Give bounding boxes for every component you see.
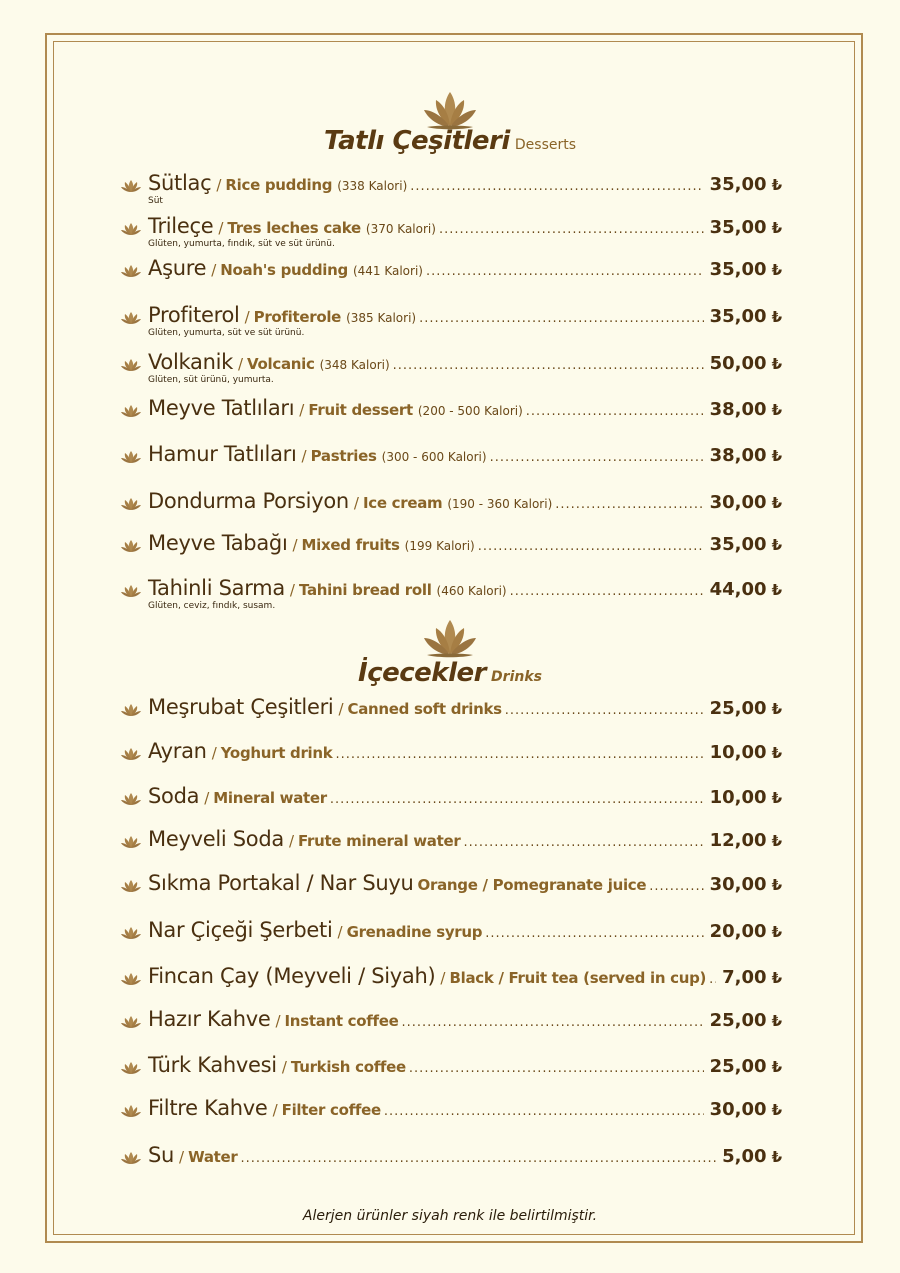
item-price: 12,00 [709,830,767,851]
item-english-name: Fruit dessert [308,401,413,419]
currency-symbol: ₺ [771,261,782,279]
lotus-icon [120,404,142,418]
currency-symbol: ₺ [771,789,782,807]
lotus-icon [419,618,481,658]
item-english-name: Frute mineral water [298,832,461,850]
item-price: 30,00 [709,1099,767,1120]
drinks-title-tr: İçecekler [358,658,486,688]
item-price: 25,00 [709,1056,767,1077]
menu-item [120,1053,782,1083]
item-english-name: Orange / Pomegranate juice [417,876,647,894]
menu-item [120,214,782,249]
currency-symbol: ₺ [771,447,782,465]
item-english-name: Mineral water [213,789,327,807]
item-separator: / [211,261,217,279]
item-english-name: Noah's pudding [220,261,348,279]
dot-leader [330,792,704,807]
item-english-name: Pastries [310,447,377,465]
menu-item-row [148,1143,782,1173]
currency-symbol: ₺ [771,969,782,987]
item-english-name: Turkish coffee [290,1058,406,1076]
item-name: Nar Çiçeği Şerbeti [148,918,333,942]
item-calories: (370 Kalori) [365,222,436,236]
menu-item [120,396,782,426]
item-calories: (460 Kalori) [436,584,507,598]
menu-item-row [148,531,782,561]
item-calories: (348 Kalori) [319,358,390,372]
item-price: 35,00 [709,534,767,555]
item-name: Meyve Tabağı [148,531,288,555]
item-english-name: Rice pudding [225,176,333,194]
item-price: 20,00 [709,921,767,942]
dot-leader [335,747,703,762]
item-english-name: Grenadine syrup [346,923,483,941]
desserts-title-en: Desserts [514,137,577,153]
item-separator: / [299,401,305,419]
allergen-note: Glüten, yumurta, süt ve süt ürünü. [148,328,305,338]
menu-item [120,918,782,948]
menu-item-row [148,827,782,857]
item-name: Soda [148,784,200,808]
item-separator: / [211,744,217,762]
item-calories: (441 Kalori) [352,264,423,278]
menu-item [120,1143,782,1173]
lotus-icon [120,179,142,193]
menu-item [120,827,782,857]
lotus-icon [120,358,142,372]
item-name: Türk Kahvesi [148,1053,277,1077]
menu-item [120,784,782,814]
item-name: Aşure [148,256,207,280]
item-separator: / [237,355,244,373]
item-separator: / [301,447,307,465]
item-separator: / [337,923,343,941]
menu-item-row [148,442,782,472]
lotus-icon [120,1151,142,1165]
currency-symbol: ₺ [771,744,782,762]
currency-symbol: ₺ [771,355,782,373]
item-separator: / [204,789,210,807]
lotus-icon [120,879,142,893]
menu-item [120,576,782,611]
item-name: Fincan Çay (Meyveli / Siyah) [148,964,436,988]
lotus-icon [120,1015,142,1029]
dot-leader [393,358,704,373]
allergen-note: Glüten, ceviz, fındık, susam. [148,601,276,611]
menu-item-row [148,1096,782,1126]
item-name: Hazır Kahve [148,1007,271,1031]
item-english-name: Black / Fruit tea (served in cup) [449,969,707,987]
item-price: 30,00 [709,492,767,513]
lotus-icon [120,792,142,806]
item-english-name: Mixed fruits [301,536,400,554]
allergen-note: Süt [148,196,163,206]
item-english-name: Water [188,1148,238,1166]
currency-symbol: ₺ [771,1101,782,1119]
item-english-name: Volcanic [247,355,315,373]
item-price: 10,00 [709,787,767,808]
item-english-name: Filter coffee [281,1101,381,1119]
dot-leader [439,222,704,237]
dot-leader [490,450,704,465]
item-calories: (200 - 500 Kalori) [417,404,523,418]
item-calories: (385 Kalori) [346,311,417,325]
lotus-icon [120,1061,142,1075]
item-english-name: Yoghurt drink [220,744,333,762]
item-separator: / [272,1101,278,1119]
lotus-icon [120,222,142,236]
item-price: 35,00 [709,259,767,280]
menu-item [120,964,782,994]
menu-item [120,1096,782,1126]
currency-symbol: ₺ [771,1012,782,1030]
lotus-icon [120,450,142,464]
item-name: Meşrubat Çeşitleri [148,695,334,719]
item-calories: (199 Kalori) [404,539,475,553]
menu-item [120,531,782,561]
dot-leader [409,1061,704,1076]
dot-leader [384,1104,704,1119]
menu-item [120,695,782,725]
item-calories: (338 Kalori) [337,179,408,193]
lotus-icon [120,972,142,986]
allergen-footer: Alerjen ürünler siyah renk ile belirtilmiştir. [302,1208,598,1224]
desserts-title-tr: Tatlı Çeşitleri [323,126,510,156]
item-price: 30,00 [709,874,767,895]
item-price: 35,00 [709,306,767,327]
dot-leader [485,926,703,941]
menu-item [120,350,782,385]
item-separator: / [244,308,250,326]
item-calories: (300 - 600 Kalori) [381,450,487,464]
dot-leader [478,539,704,554]
item-price: 38,00 [709,445,767,466]
item-name: Filtre Kahve [148,1096,268,1120]
dot-leader [419,311,704,326]
lotus-icon [120,264,142,278]
menu-item-row [148,489,782,519]
item-name: Volkanik [148,350,233,374]
currency-symbol: ₺ [771,1058,782,1076]
menu-item-row [148,695,782,725]
dot-leader [526,404,704,419]
currency-symbol: ₺ [771,876,782,894]
item-separator: / [275,1012,281,1030]
menu-item-row [148,739,782,769]
item-separator: / [288,832,294,850]
menu-item [120,1007,782,1037]
item-name: Sütlaç [148,171,212,195]
item-name: Hamur Tatlıları [148,442,297,466]
item-english-name: Instant coffee [284,1012,399,1030]
lotus-icon [419,90,481,130]
menu-item [120,739,782,769]
item-name: Profiterol [148,303,240,327]
item-calories: (190 - 360 Kalori) [447,497,553,511]
currency-symbol: ₺ [771,494,782,512]
menu-item-row [148,784,782,814]
currency-symbol: ₺ [771,176,782,194]
item-separator: / [440,969,446,987]
currency-symbol: ₺ [771,581,782,599]
lotus-icon [120,1104,142,1118]
item-price: 25,00 [709,698,767,719]
item-name: Sıkma Portakal / Nar Suyu [148,871,414,895]
item-separator: / [289,581,295,599]
lotus-icon [120,835,142,849]
currency-symbol: ₺ [771,700,782,718]
menu-item-row [148,171,782,201]
currency-symbol: ₺ [771,1148,782,1166]
currency-symbol: ₺ [771,923,782,941]
item-name: Ayran [148,739,207,763]
menu-item [120,256,782,286]
desserts-title [0,126,900,156]
menu-item-row [148,964,782,994]
lotus-icon [120,584,142,598]
lotus-icon [120,311,142,325]
dot-leader [505,703,704,718]
item-name: Meyve Tatlıları [148,396,295,420]
item-separator: / [179,1148,185,1166]
allergen-note: Glüten, süt ürünü, yumurta. [148,375,274,385]
drinks-title-en: Drinks [491,669,542,685]
item-price: 35,00 [709,174,767,195]
item-price: 5,00 [722,1146,767,1167]
dot-leader [709,972,716,987]
item-price: 25,00 [709,1010,767,1031]
item-name: Dondurma Porsiyon [148,489,349,513]
item-name: Trileçe [148,214,214,238]
menu-item-row [148,256,782,286]
item-price: 7,00 [722,967,767,988]
dot-leader [510,584,704,599]
item-name: Meyveli Soda [148,827,284,851]
menu-item-row [148,918,782,948]
item-english-name: Ice cream [362,494,443,512]
item-english-name: Canned soft drinks [347,700,502,718]
item-name: Su [148,1143,175,1167]
currency-symbol: ₺ [771,219,782,237]
item-separator: / [281,1058,287,1076]
item-english-name: Profiterole [253,308,342,326]
lotus-icon [120,703,142,717]
item-english-name: Tahini bread roll [298,581,432,599]
dot-leader [401,1015,703,1030]
item-separator: / [338,700,344,718]
menu-item [120,871,782,901]
menu-item-row [148,1007,782,1037]
lotus-icon [120,497,142,511]
item-separator: / [353,494,359,512]
dot-leader [240,1151,716,1166]
menu-item [120,171,782,206]
currency-symbol: ₺ [771,308,782,326]
lotus-icon [120,539,142,553]
item-price: 38,00 [709,399,767,420]
dot-leader [649,879,703,894]
currency-symbol: ₺ [771,536,782,554]
allergen-note: Glüten, yumurta, fındık, süt ve süt ürünü. [148,239,335,249]
menu-item-row [148,871,782,901]
menu-item-row [148,1053,782,1083]
item-price: 35,00 [709,217,767,238]
item-separator: / [218,219,224,237]
menu-item [120,303,782,338]
menu-item [120,489,782,519]
drinks-title [0,658,900,688]
menu-item-row [148,396,782,426]
dot-leader [410,179,703,194]
item-separator: / [216,176,222,194]
item-english-name: Tres leches cake [227,219,361,237]
currency-symbol: ₺ [771,832,782,850]
item-name: Tahinli Sarma [148,576,285,600]
dot-leader [555,497,703,512]
dot-leader [426,264,704,279]
lotus-icon [120,747,142,761]
item-separator: / [292,536,298,554]
item-price: 10,00 [709,742,767,763]
lotus-icon [120,926,142,940]
menu-item [120,442,782,472]
currency-symbol: ₺ [771,401,782,419]
item-price: 50,00 [709,353,767,374]
item-price: 44,00 [709,579,767,600]
dot-leader [463,835,703,850]
